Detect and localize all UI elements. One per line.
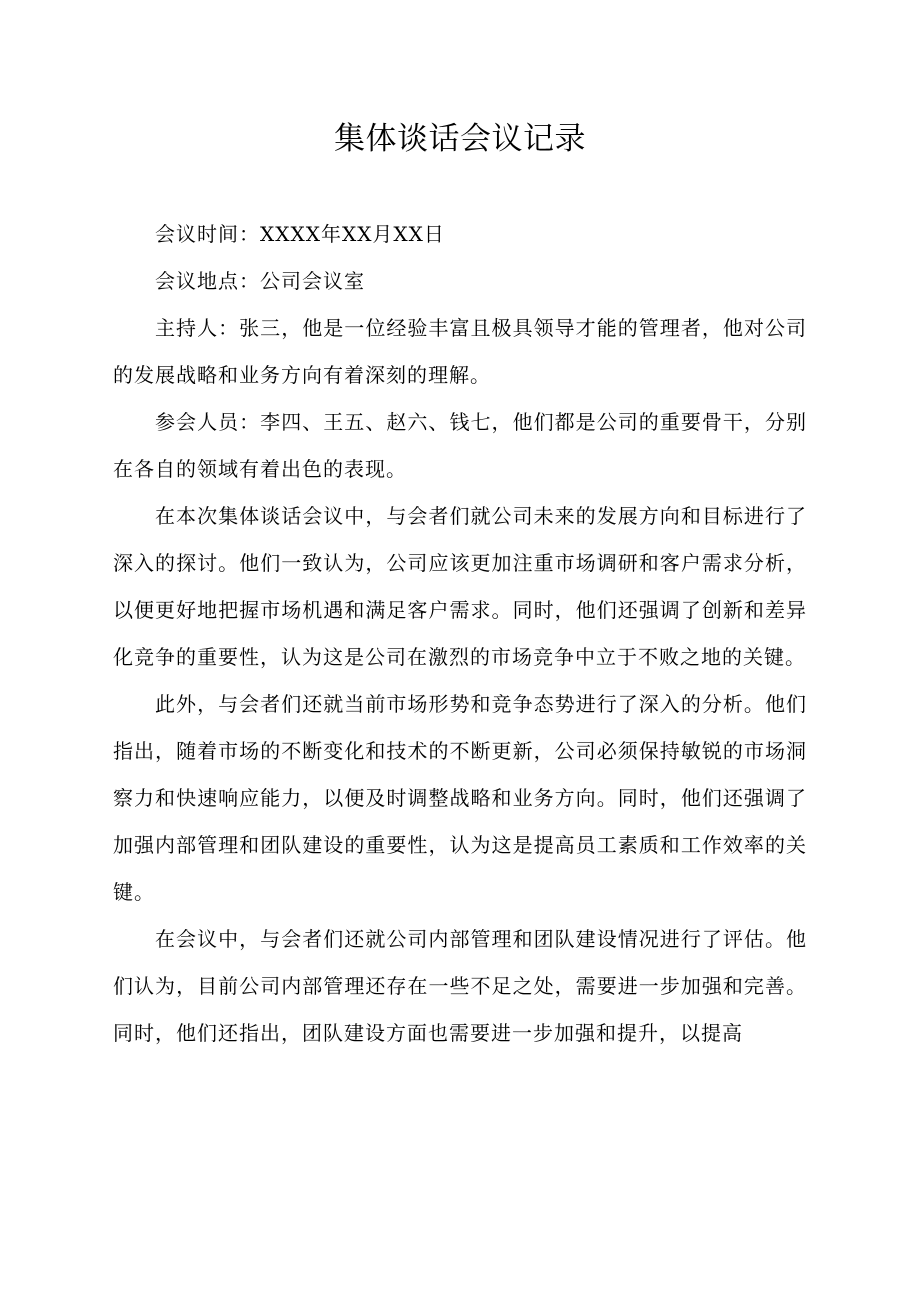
attendees-paragraph: 参会人员：李四、王五、赵六、钱七，他们都是公司的重要骨干，分别在各自的领域有着出色的表现。 <box>113 410 807 481</box>
document-body <box>113 211 807 1057</box>
host-paragraph: 主持人：张三，他是一位经验丰富且极具领导才能的管理者，他对公司的发展战略和业务方向有着深刻的理解。 <box>113 316 807 387</box>
meeting-location-paragraph: 会议地点：公司会议室 <box>155 269 365 293</box>
evaluation-paragraph: 在会议中，与会者们还就公司内部管理和团队建设情况进行了评估。他们认为，目前公司内部管理还存在一些不足之处，需要进一步加强和完善。同时，他们还指出，团队建设方面也需要进一步加强和提升，以提高 <box>113 927 807 1045</box>
analysis-paragraph: 此外，与会者们还就当前市场形势和竞争态势进行了深入的分析。他们指出，随着市场的不断变化和技术的不断更新，公司必须保持敏锐的市场洞察力和快速响应能力，以便及时调整战略和业务方向。同时，他们还强调了加强内部管理和团队建设的重要性，认为这是提高员工素质和工作效率的关键。 <box>113 692 807 904</box>
document-title: 集体谈话会议记录 <box>334 121 586 157</box>
discussion-paragraph: 在本次集体谈话会议中，与会者们就公司未来的发展方向和目标进行了深入的探讨。他们一致认为，公司应该更加注重市场调研和客户需求分析，以便更好地把握市场机遇和满足客户需求。同时，他们还强调了创新和差异化竞争的重要性，认为这是公司在激烈的市场竞争中立于不败之地的关键。 <box>113 504 807 669</box>
meeting-time-paragraph: 会议时间：XXXX年XX月XX日 <box>155 222 445 246</box>
